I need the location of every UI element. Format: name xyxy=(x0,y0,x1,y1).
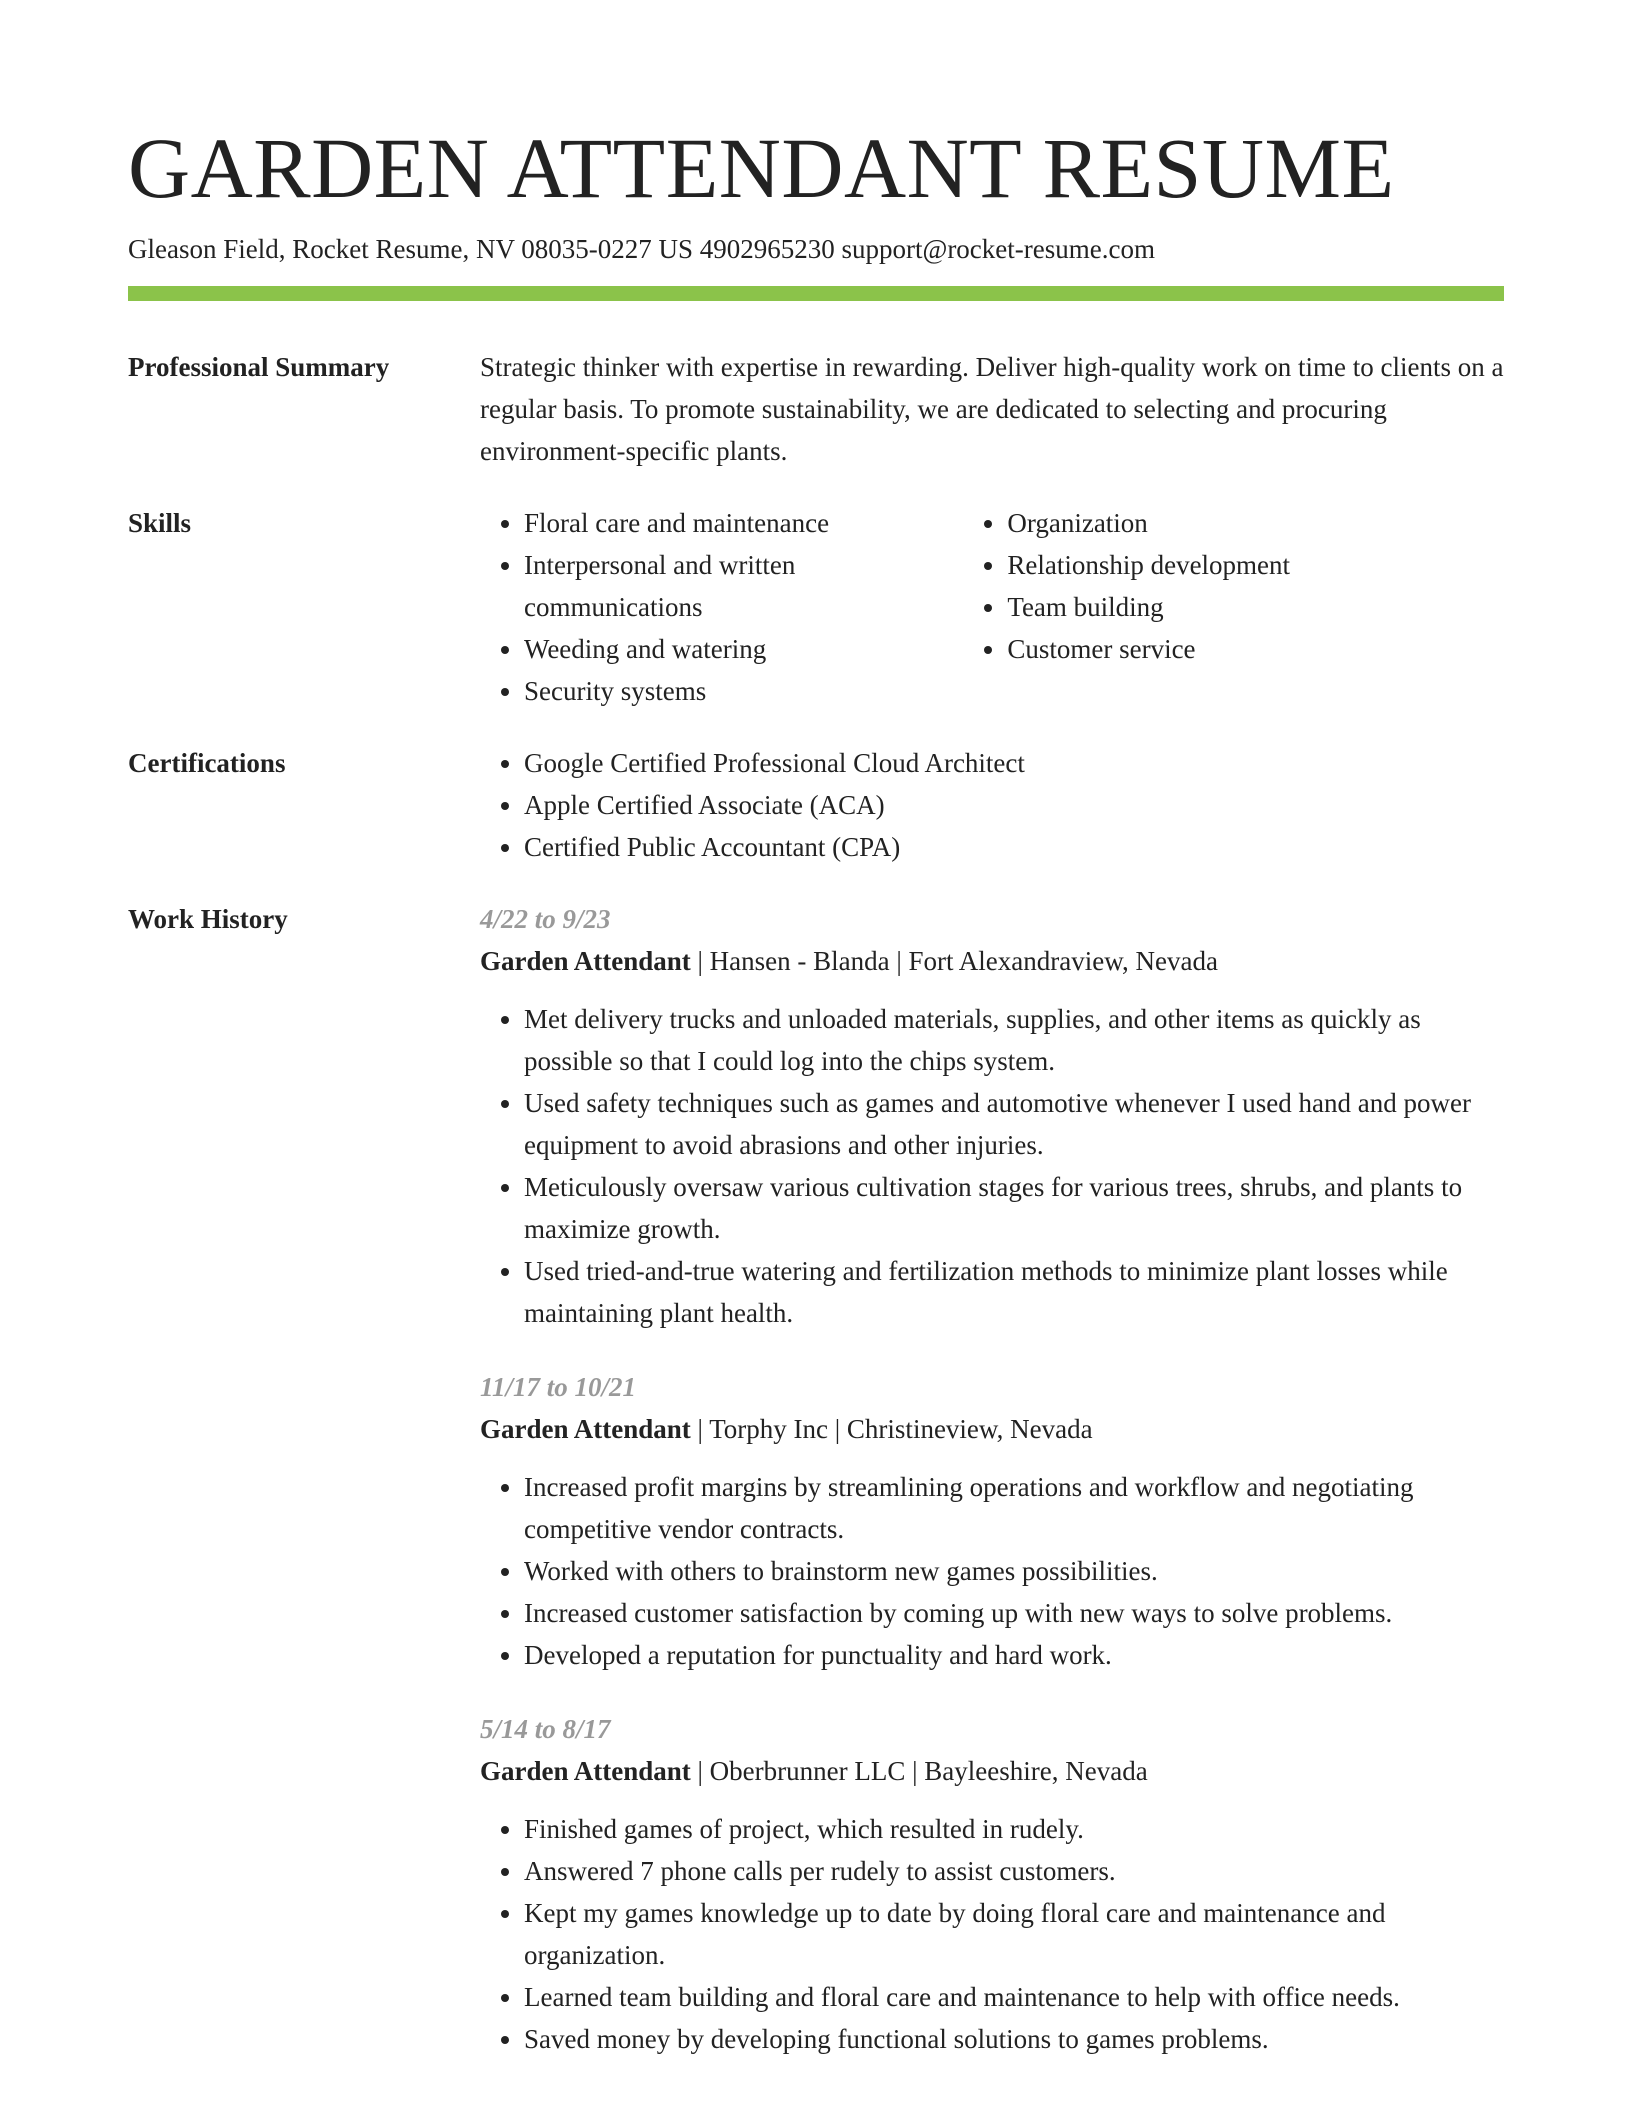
job-bullet: • Finished games of project, which resulted in rudely. xyxy=(524,1808,1504,1850)
job-bullet: • Saved money by developing functional solutions to games problems. xyxy=(524,2018,1504,2060)
contact-line: Gleason Field, Rocket Resume, NV 08035-0227 US 4902965230 support@rocket-resume.com xyxy=(128,234,1155,264)
job-bullet: • Kept my games knowledge up to date by doing floral care and maintenance and organization. xyxy=(524,1892,1504,1976)
job-heading xyxy=(480,1408,1504,1450)
skill-item: • Organization xyxy=(1007,502,1504,544)
job-dates: 4/22 to 9/23 xyxy=(480,904,611,934)
job-details: | Hansen - Blanda | Fort Alexandraview, Nevada xyxy=(690,946,1218,976)
job-bullet: • Increased customer satisfaction by coming up with new ways to solve problems. xyxy=(524,1592,1504,1634)
job-entry xyxy=(480,1708,1504,2060)
job-heading xyxy=(480,1750,1504,1792)
certification-item: • Apple Certified Associate (ACA) xyxy=(524,784,1504,826)
job-dates: 5/14 to 8/17 xyxy=(480,1714,611,1744)
job-bullets xyxy=(480,1808,1504,2060)
job-bullets xyxy=(480,998,1504,1334)
resume-title: GARDEN ATTENDANT RESUME xyxy=(128,120,1395,216)
job-role: Garden Attendant xyxy=(480,946,691,976)
skill-item: • Security systems xyxy=(524,670,963,712)
section-label: Skills xyxy=(128,508,192,538)
job-entry xyxy=(480,1366,1504,1676)
job-bullet: • Used safety techniques such as games and automotive whenever I used hand and power equipment to avoid abrasions and other injuries. xyxy=(524,1082,1504,1166)
skill-item: • Floral care and maintenance xyxy=(524,502,963,544)
certification-item: • Certified Public Accountant (CPA) xyxy=(524,826,1504,868)
skill-item: • Relationship development xyxy=(1007,544,1504,586)
job-details: | Torphy Inc | Christineview, Nevada xyxy=(690,1414,1093,1444)
job-role: Garden Attendant xyxy=(480,1414,691,1444)
job-details: | Oberbrunner LLC | Bayleeshire, Nevada xyxy=(690,1756,1148,1786)
job-bullet: • Answered 7 phone calls per rudely to assist customers. xyxy=(524,1850,1504,1892)
job-entry xyxy=(480,898,1504,1334)
job-bullet: • Meticulously oversaw various cultivation stages for various trees, shrubs, and plants to maximize growth. xyxy=(524,1166,1504,1250)
skills-list-col2 xyxy=(963,502,1504,712)
job-bullet: • Developed a reputation for punctuality and hard work. xyxy=(524,1634,1504,1676)
section-label: Professional Summary xyxy=(128,352,390,382)
job-dates: 11/17 to 10/21 xyxy=(480,1372,637,1402)
certification-item: • Google Certified Professional Cloud Architect xyxy=(524,742,1504,784)
section-label: Certifications xyxy=(128,748,286,778)
skill-item: • Customer service xyxy=(1007,628,1504,670)
certifications-list xyxy=(480,742,1504,868)
section-label: Work History xyxy=(128,904,288,934)
job-bullet: • Learned team building and floral care and maintenance to help with office needs. xyxy=(524,1976,1504,2018)
job-bullet: • Increased profit margins by streamlining operations and workflow and negotiating competitive vendor contracts. xyxy=(524,1466,1504,1550)
skill-item: • Weeding and watering xyxy=(524,628,963,670)
job-bullets xyxy=(480,1466,1504,1676)
job-heading xyxy=(480,940,1504,982)
summary-text: Strategic thinker with expertise in rewarding. Deliver high-quality work on time to clients on a regular basis. To promote sustainability, we are dedicated to selecting and procuring environment-specific plants. xyxy=(480,352,1504,466)
accent-divider xyxy=(128,286,1504,301)
job-bullet: • Met delivery trucks and unloaded materials, supplies, and other items as quickly as possible so that I could log into the chips system. xyxy=(524,998,1504,1082)
skill-item: • Team building xyxy=(1007,586,1504,628)
skill-item: • Interpersonal and written communications xyxy=(524,544,963,628)
job-role: Garden Attendant xyxy=(480,1756,691,1786)
job-bullet: • Worked with others to brainstorm new games possibilities. xyxy=(524,1550,1504,1592)
job-bullet: • Used tried-and-true watering and fertilization methods to minimize plant losses while maintaining plant health. xyxy=(524,1250,1504,1334)
skills-list-col1 xyxy=(480,502,963,712)
